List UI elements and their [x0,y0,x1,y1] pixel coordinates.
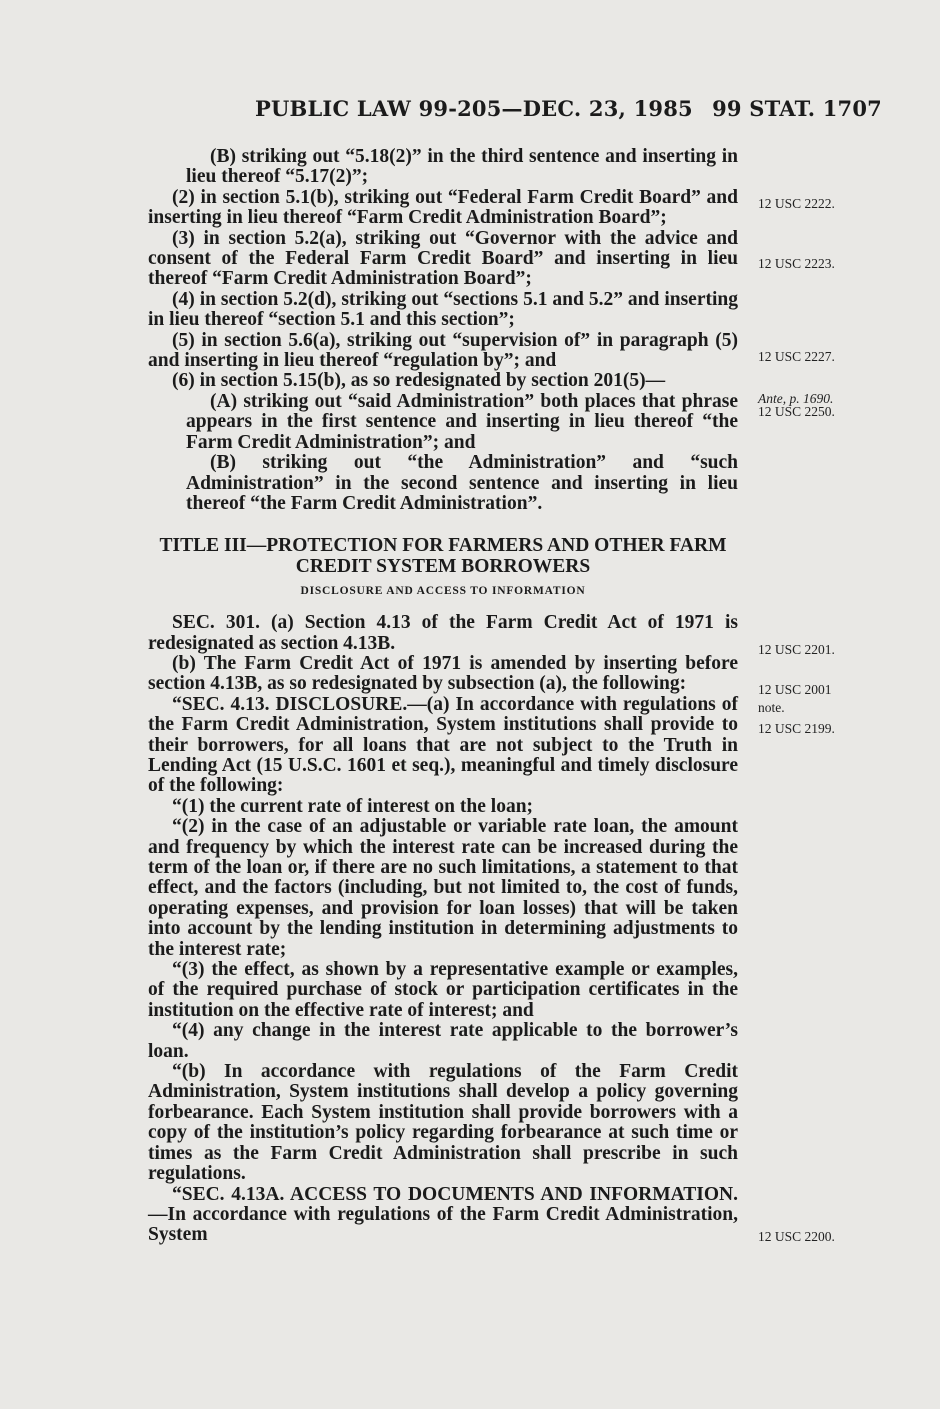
paragraph: (6) in section 5.15(b), as so redesignated by section 201(5)— [172,370,666,392]
paragraph: (B) striking out “the Administration” and “such Administration” in the second sentence and inserting in lieu thereof “the Farm Credit Administration”. [186,452,738,514]
margin-note: 12 USC 2227. [758,349,835,364]
paragraph: (2) in section 5.1(b), striking out “Federal Farm Credit Board” and inserting in lieu thereof “Farm Credit Administration Board”; [148,186,738,229]
section-subheading: DISCLOSURE AND ACCESS TO INFORMATION [300,585,586,598]
paragraph: SEC. 301. (a) Section 4.13 of the Farm Credit Act of 1971 is redesignated as section 4.13B. [148,612,738,654]
margin-note: 12 USC 2250. [758,404,835,419]
margin-note: 12 USC 2223. [758,256,835,271]
paragraph: (A) striking out “said Administration” both places that phrase appears in the first sentence and inserting in lieu thereof “the Farm Credit Administration”; and [186,390,738,453]
margin-note: 12 USC 2001 [758,682,832,697]
margin-note: 12 USC 2201. [758,642,835,657]
paragraph: “(b) In accordance with regulations of the Farm Credit Administration, System institutions shall develop a policy governing forbearance. Each System institution shall provide borrowers with a copy of the institution’s policy regarding forbearance at such time or times as the Farm Credit Administration shall prescribe in such regulations. [148,1061,738,1185]
margin-note: 12 USC 2222. [758,196,835,211]
running-header-left: PUBLIC LAW 99-205—DEC. 23, 1985 [255,96,693,121]
paragraph: “(2) in the case of an adjustable or variable rate loan, the amount and frequency by which the interest rate can be increased during the term of the loan or, if there are no such limitations, a statement to that effect, and the factors (including, but not limited to, the cost of funds, operating expenses, and provision for loan losses) that will be taken into account by the lending institution in determining adjustments to the interest rate; [148,816,738,960]
paragraph: (B) striking out “5.18(2)” in the third sentence and inserting in lieu thereof “5.17(2)”; [186,146,738,188]
paragraph: (3) in section 5.2(a), striking out “Governor with the advice and consent of the Federal Farm Credit Board” and inserting in lieu thereof “Farm Credit Administration Board”; [148,227,738,290]
paragraph: (4) in section 5.2(d), striking out “sections 5.1 and 5.2” and inserting in lieu thereof “section 5.1 and this section”; [148,288,738,331]
margin-note: Ante, p. 1690. [758,391,834,406]
body-text [148,147,738,1246]
margin-note: 12 USC 2199. [758,721,835,736]
paragraph: “(4) any change in the interest rate applicable to the borrower’s loan. [148,1020,738,1062]
paragraph: “(1) the current rate of interest on the loan; [172,795,534,817]
margin-note: note. [758,700,785,715]
paragraph: (b) The Farm Credit Act of 1971 is amended by inserting before section 4.13B, as so redesignated by subsection (a), the following: [148,652,738,695]
paragraph: (5) in section 5.6(a), striking out “supervision of” in paragraph (5) and inserting in lieu thereof “regulation by”; and [148,329,738,372]
title-heading: TITLE III—PROTECTION FOR FARMERS AND OTHER FARM CREDIT SYSTEM BORROWERS [159,535,727,577]
paragraph: “(3) the effect, as shown by a representative example or examples, of the required purchase of stock or participation certificates in the institution on the effective rate of interest; and [148,959,738,1021]
paragraph: “SEC. 4.13A. ACCESS TO DOCUMENTS AND INFORMATION.—In accordance with regulations of the Farm Credit Administration, System [148,1183,738,1246]
margin-note: 12 USC 2200. [758,1229,835,1244]
running-header-right: 99 STAT. 1707 [712,96,882,121]
paragraph: “SEC. 4.13. DISCLOSURE.—(a) In accordance with regulations of the Farm Credit Administration, System institutions shall provide to their borrowers, for all loans that are not subject to the Truth in Lending Act (15 U.S.C. 1601 et seq.), meaningful and timely disclosure of the following: [148,693,738,797]
